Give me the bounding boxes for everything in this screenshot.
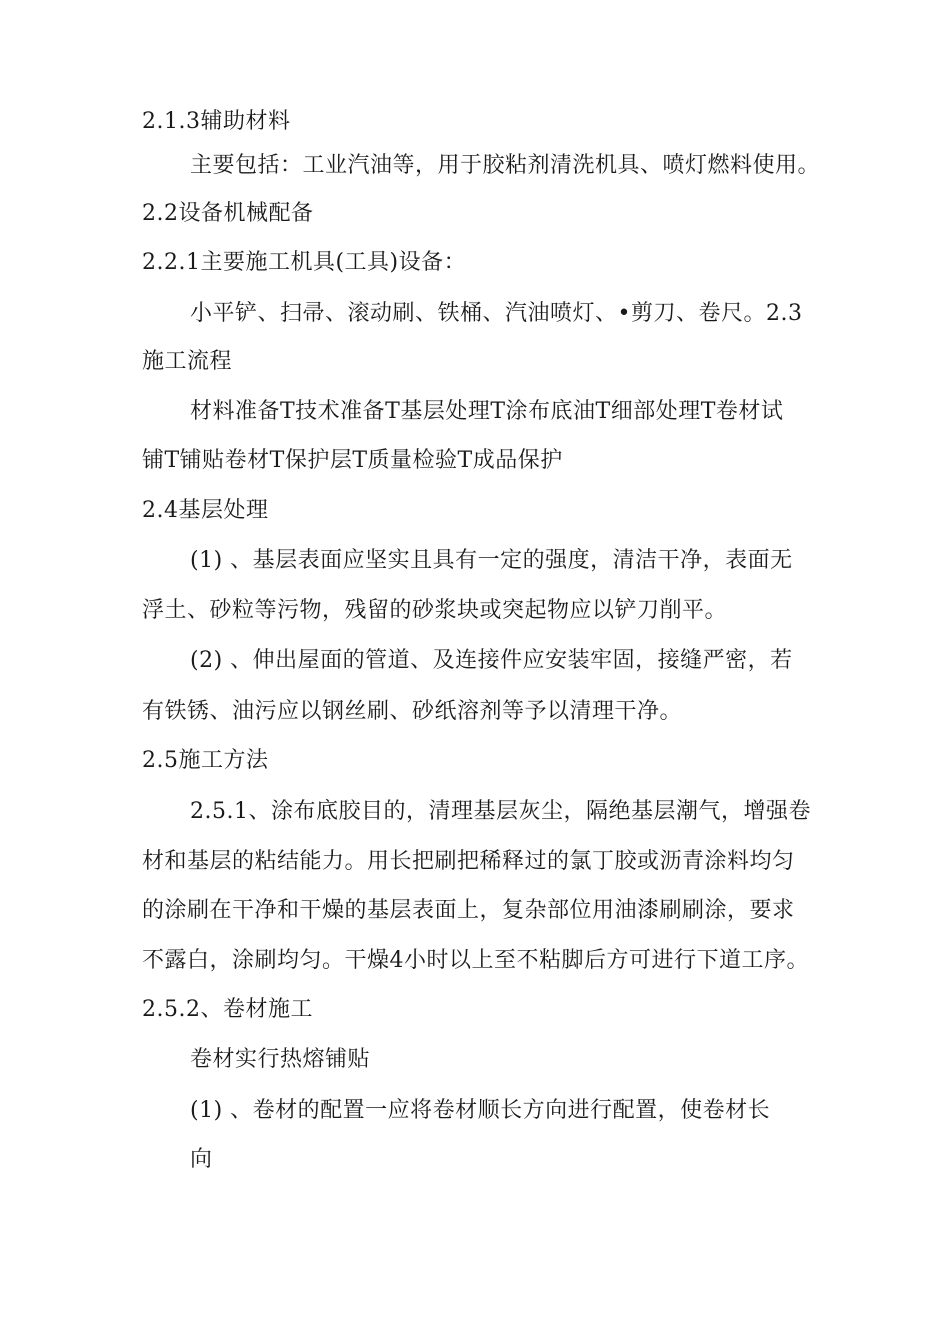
paragraph-line: 材料准备T技术准备T基层处理T涂布底油T细部处理T卷材试	[190, 399, 784, 424]
paragraph-line: 向	[190, 1147, 213, 1172]
paragraph-line: 卷材实行热熔铺贴	[190, 1047, 371, 1072]
paragraph-line: 材和基层的粘结能力。用长把刷把稀释过的氯丁胶或沥青涂料均匀	[142, 849, 795, 874]
paragraph-line: (1) 、基层表面应坚实且具有一定的强度，清洁干净，表面无	[190, 548, 793, 573]
paragraph-line: 施工流程	[142, 349, 233, 374]
heading-2-5-2: 2.5.2、卷材施工	[142, 997, 313, 1022]
paragraph-line: 不露白，涂刷均匀。干燥4小时以上至不粘脚后方可进行下道工序。	[142, 948, 809, 973]
paragraph-line: 小平铲、扫帚、滚动刷、铁桶、汽油喷灯、•剪刀、卷尺。2.3	[190, 301, 803, 326]
heading-2-2-1: 2.2.1主要施工机具(工具)设备：	[142, 250, 467, 275]
paragraph-line: 有铁锈、油污应以钢丝刷、砂纸溶剂等予以清理干净。	[142, 699, 683, 724]
heading-2-1-3: 2.1.3辅助材料	[142, 109, 291, 134]
heading-2-2: 2.2设备机械配备	[142, 201, 314, 226]
paragraph-line: 的涂刷在干净和干燥的基层表面上，复杂部位用油漆刷刷涂，要求	[142, 898, 795, 923]
paragraph-line: 浮土、砂粒等污物，残留的砂浆块或突起物应以铲刀削平。	[142, 598, 728, 623]
paragraph-line: (2) 、伸出屋面的管道、及连接件应安装牢固，接缝严密，若	[190, 648, 793, 673]
heading-2-4: 2.4基层处理	[142, 498, 269, 523]
paragraph-line: 主要包括：工业汽油等，用于胶粘剂清洗机具、喷灯燃料使用。	[190, 153, 821, 178]
heading-2-5: 2.5施工方法	[142, 748, 269, 773]
paragraph-line: 2.5.1、涂布底胶目的，清理基层灰尘，隔绝基层潮气，增强卷	[190, 799, 811, 824]
paragraph-line: 铺T铺贴卷材T保护层T质量检验T成品保护	[142, 448, 563, 473]
paragraph-line: (1) 、卷材的配置一应将卷材顺长方向进行配置，使卷材长	[190, 1098, 771, 1123]
